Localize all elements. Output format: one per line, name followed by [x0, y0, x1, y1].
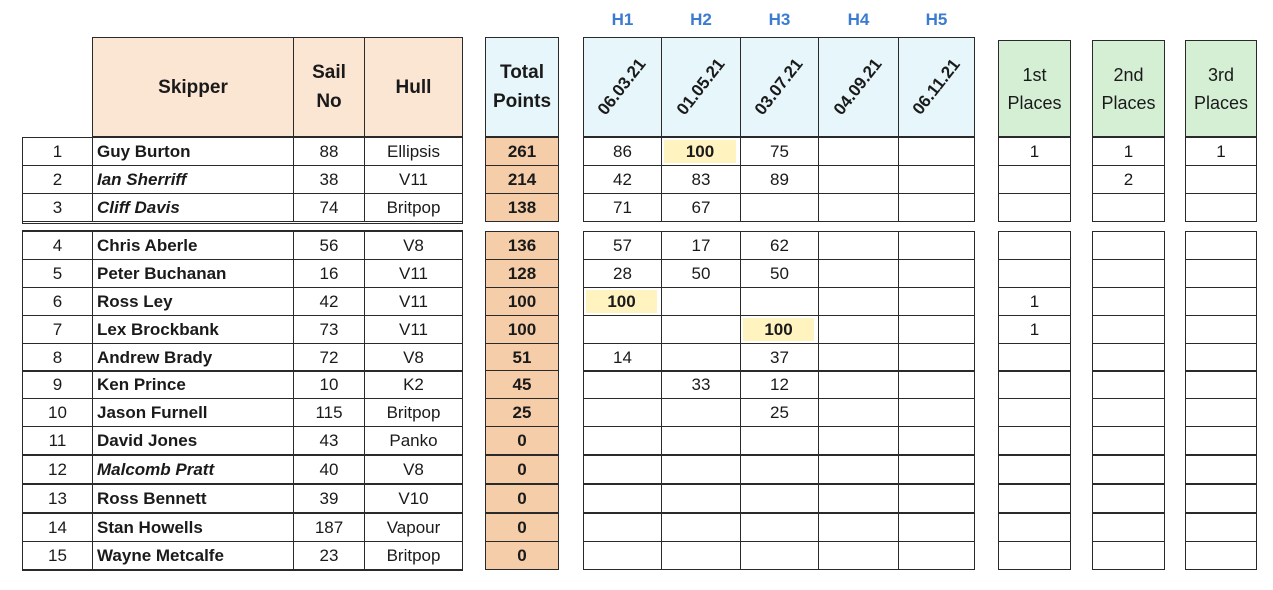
skipper-name: Ross Bennett: [92, 484, 294, 513]
heat-score-1: 42: [583, 165, 662, 194]
heat-score-5: [898, 137, 975, 166]
heat-score-3: [740, 426, 819, 455]
heat-score-4: [818, 541, 899, 570]
heat-score-4: [818, 287, 899, 316]
place-count-1: [998, 426, 1071, 455]
total-points: 0: [485, 484, 559, 513]
place-count-2: [1092, 541, 1165, 570]
place-count-2: [1092, 231, 1165, 260]
skipper-name: Guy Burton: [92, 137, 294, 166]
hull-type: K2: [364, 370, 463, 399]
place-count-3: [1185, 370, 1257, 399]
heat-score-3: 50: [740, 259, 819, 288]
sail-number: 115: [293, 398, 365, 427]
heat-score-1: [583, 287, 662, 316]
heat-date-header-2: [661, 37, 741, 137]
heat-score-2: [661, 426, 741, 455]
hull-type: V8: [364, 343, 463, 372]
heat-score-2: [661, 287, 741, 316]
total-points: 51: [485, 343, 559, 372]
heat-score-1: [583, 315, 662, 344]
row-position: 10: [22, 398, 93, 427]
row-position: 15: [22, 541, 93, 570]
heat-score-3: [740, 455, 819, 484]
place-count-3: 1: [1185, 137, 1257, 166]
hull-type: Panko: [364, 426, 463, 455]
sail-number: 72: [293, 343, 365, 372]
heat-score-3: [740, 541, 819, 570]
skipper-name: Chris Aberle: [92, 231, 294, 260]
places-header-text-3: 3rd Places: [1193, 64, 1249, 113]
place-count-1: [998, 455, 1071, 484]
heat-score-1: [583, 426, 662, 455]
total-points: 261: [485, 137, 559, 166]
heat-label-1: H1: [611, 10, 634, 29]
hull-type: V11: [364, 315, 463, 344]
heat-score-3: [740, 193, 819, 222]
heat-score-4: [818, 426, 899, 455]
heat-score-2: [661, 137, 741, 166]
heat-label-5: H5: [925, 10, 948, 29]
place-count-2: [1092, 426, 1165, 455]
heat-win-highlight: 100: [586, 290, 657, 313]
header-total-points-text: Total Points: [492, 62, 552, 112]
heat-score-5: [898, 315, 975, 344]
heat-score-1: [583, 541, 662, 570]
heat-score-5: [898, 259, 975, 288]
heat-score-5: [898, 541, 975, 570]
place-count-1: [998, 165, 1071, 194]
sail-number: 39: [293, 484, 365, 513]
total-points: 100: [485, 315, 559, 344]
sail-number: 38: [293, 165, 365, 194]
place-count-2: [1092, 343, 1165, 372]
heat-score-4: [818, 455, 899, 484]
skipper-name: Andrew Brady: [92, 343, 294, 372]
row-position: 14: [22, 513, 93, 542]
total-points: 0: [485, 455, 559, 484]
hull-type: V8: [364, 455, 463, 484]
row-position: 13: [22, 484, 93, 513]
place-count-1: [998, 231, 1071, 260]
place-count-1: 1: [998, 315, 1071, 344]
place-count-1: [998, 513, 1071, 542]
place-count-1: [998, 343, 1071, 372]
row-position: 9: [22, 370, 93, 399]
heat-score-3: 62: [740, 231, 819, 260]
hull-type: V10: [364, 484, 463, 513]
total-points: 45: [485, 370, 559, 399]
heat-win-highlight: 100: [743, 318, 814, 341]
row-position: 5: [22, 259, 93, 288]
place-count-3: [1185, 398, 1257, 427]
place-count-3: [1185, 259, 1257, 288]
sail-number: 42: [293, 287, 365, 316]
heat-score-5: [898, 231, 975, 260]
heat-date-header-4: [818, 37, 899, 137]
heat-date-header-5: [898, 37, 975, 137]
places-header-2: [1092, 40, 1165, 137]
place-count-2: [1092, 259, 1165, 288]
hull-type: Britpop: [364, 193, 463, 222]
skipper-name: Wayne Metcalfe: [92, 541, 294, 570]
skipper-name: Cliff Davis: [92, 193, 294, 222]
place-count-1: 1: [998, 137, 1071, 166]
place-count-2: [1092, 513, 1165, 542]
row-position: 3: [22, 193, 93, 222]
sail-number: 43: [293, 426, 365, 455]
heat-date-4: 04.09.21: [830, 54, 886, 119]
hull-type: Vapour: [364, 513, 463, 542]
place-count-3: [1185, 287, 1257, 316]
heat-score-1: [583, 398, 662, 427]
place-count-2: [1092, 455, 1165, 484]
total-points: 128: [485, 259, 559, 288]
heat-score-3: [740, 315, 819, 344]
heat-score-1: 28: [583, 259, 662, 288]
place-count-3: [1185, 513, 1257, 542]
hull-type: Britpop: [364, 541, 463, 570]
heat-score-1: 71: [583, 193, 662, 222]
heat-score-3: [740, 484, 819, 513]
skipper-name: Ian Sherriff: [92, 165, 294, 194]
heat-label-4: H4: [847, 10, 870, 29]
total-points: 0: [485, 513, 559, 542]
heat-score-2: 33: [661, 370, 741, 399]
heat-date-header-3: [740, 37, 819, 137]
heat-score-2: [661, 315, 741, 344]
total-points: 136: [485, 231, 559, 260]
heat-score-2: 67: [661, 193, 741, 222]
hull-type: V11: [364, 165, 463, 194]
heat-label-3: H3: [768, 10, 791, 29]
sail-number: 10: [293, 370, 365, 399]
place-count-3: [1185, 426, 1257, 455]
row-position: 11: [22, 426, 93, 455]
total-points: 100: [485, 287, 559, 316]
place-count-3: [1185, 193, 1257, 222]
heat-date-2: 01.05.21: [672, 54, 729, 119]
heat-win-highlight: 100: [664, 140, 736, 163]
place-count-2: [1092, 398, 1165, 427]
header-sail-no-text: Sail No: [312, 62, 346, 112]
place-count-2: [1092, 315, 1165, 344]
heat-score-4: [818, 193, 899, 222]
skipper-name: Ross Ley: [92, 287, 294, 316]
heat-score-1: 86: [583, 137, 662, 166]
sail-number: 88: [293, 137, 365, 166]
heat-score-2: [661, 398, 741, 427]
sail-number: 187: [293, 513, 365, 542]
skipper-name: Jason Furnell: [92, 398, 294, 427]
place-count-3: [1185, 231, 1257, 260]
place-count-1: 1: [998, 287, 1071, 316]
heat-score-5: [898, 455, 975, 484]
heat-score-3: 25: [740, 398, 819, 427]
heat-score-3: 37: [740, 343, 819, 372]
total-points: 0: [485, 426, 559, 455]
heat-score-4: [818, 513, 899, 542]
heat-score-5: [898, 484, 975, 513]
row-position: 8: [22, 343, 93, 372]
hull-type: V8: [364, 231, 463, 260]
skipper-name: Malcomb Pratt: [92, 455, 294, 484]
place-count-2: [1092, 370, 1165, 399]
heat-score-2: 83: [661, 165, 741, 194]
skipper-name: Lex Brockbank: [92, 315, 294, 344]
skipper-name: David Jones: [92, 426, 294, 455]
place-count-3: [1185, 484, 1257, 513]
place-count-1: [998, 398, 1071, 427]
heat-score-1: 57: [583, 231, 662, 260]
heat-score-4: [818, 231, 899, 260]
heat-score-1: 14: [583, 343, 662, 372]
heat-score-1: [583, 370, 662, 399]
place-count-3: [1185, 165, 1257, 194]
row-position: 6: [22, 287, 93, 316]
places-header-text-2: 2nd Places: [1101, 64, 1156, 113]
header-total-points: [485, 37, 559, 137]
place-count-3: [1185, 541, 1257, 570]
heat-score-4: [818, 398, 899, 427]
row-position: 4: [22, 231, 93, 260]
heat-score-2: [661, 541, 741, 570]
heat-score-4: [818, 315, 899, 344]
heat-score-3: [740, 513, 819, 542]
place-count-2: [1092, 484, 1165, 513]
place-count-3: [1185, 343, 1257, 372]
heat-score-4: [818, 259, 899, 288]
heat-score-4: [818, 484, 899, 513]
heat-score-5: [898, 426, 975, 455]
heat-score-5: [898, 343, 975, 372]
total-points: 138: [485, 193, 559, 222]
hull-type: V11: [364, 259, 463, 288]
heat-score-1: [583, 513, 662, 542]
place-count-1: [998, 541, 1071, 570]
place-count-1: [998, 370, 1071, 399]
place-count-3: [1185, 455, 1257, 484]
heat-score-5: [898, 370, 975, 399]
heat-score-5: [898, 513, 975, 542]
heat-score-1: [583, 484, 662, 513]
heat-score-3: 75: [740, 137, 819, 166]
row-position: 12: [22, 455, 93, 484]
place-count-2: [1092, 193, 1165, 222]
heat-score-2: [661, 484, 741, 513]
heat-score-5: [898, 398, 975, 427]
heat-score-5: [898, 287, 975, 316]
hull-type: Ellipsis: [364, 137, 463, 166]
heat-date-header-1: [583, 37, 662, 137]
header-hull: Hull: [364, 37, 463, 137]
total-points: 214: [485, 165, 559, 194]
hull-type: Britpop: [364, 398, 463, 427]
place-count-2: 2: [1092, 165, 1165, 194]
place-count-3: [1185, 315, 1257, 344]
header-sail-no: [293, 37, 365, 137]
row-position: 2: [22, 165, 93, 194]
heat-score-5: [898, 165, 975, 194]
heat-score-2: 17: [661, 231, 741, 260]
heat-score-4: [818, 343, 899, 372]
heat-score-2: [661, 343, 741, 372]
heat-score-4: [818, 370, 899, 399]
total-points: 0: [485, 541, 559, 570]
place-count-1: [998, 484, 1071, 513]
row-position: 1: [22, 137, 93, 166]
row-position: 7: [22, 315, 93, 344]
heat-score-3: 89: [740, 165, 819, 194]
places-header-1: [998, 40, 1071, 137]
heat-date-5: 06.11.21: [908, 55, 964, 119]
hull-type: V11: [364, 287, 463, 316]
heat-score-1: [583, 455, 662, 484]
skipper-name: Ken Prince: [92, 370, 294, 399]
heat-score-3: [740, 287, 819, 316]
sail-number: 74: [293, 193, 365, 222]
heat-score-2: [661, 513, 741, 542]
heat-score-3: 12: [740, 370, 819, 399]
sail-number: 23: [293, 541, 365, 570]
places-header-3: [1185, 40, 1257, 137]
skipper-name: Stan Howells: [92, 513, 294, 542]
skipper-name: Peter Buchanan: [92, 259, 294, 288]
sail-number: 40: [293, 455, 365, 484]
total-points: 25: [485, 398, 559, 427]
heat-date-3: 03.07.21: [751, 54, 807, 119]
heat-score-5: [898, 193, 975, 222]
place-count-1: [998, 259, 1071, 288]
heat-date-1: 06.03.21: [594, 54, 650, 119]
place-count-2: 1: [1092, 137, 1165, 166]
place-count-2: [1092, 287, 1165, 316]
sail-number: 56: [293, 231, 365, 260]
sail-number: 16: [293, 259, 365, 288]
header-skipper: Skipper: [92, 37, 294, 137]
heat-score-4: [818, 165, 899, 194]
heat-label-2: H2: [690, 10, 712, 29]
places-header-text-1: 1st Places: [1007, 64, 1062, 113]
heat-score-2: [661, 455, 741, 484]
sail-number: 73: [293, 315, 365, 344]
place-count-1: [998, 193, 1071, 222]
heat-score-2: 50: [661, 259, 741, 288]
heat-score-4: [818, 137, 899, 166]
